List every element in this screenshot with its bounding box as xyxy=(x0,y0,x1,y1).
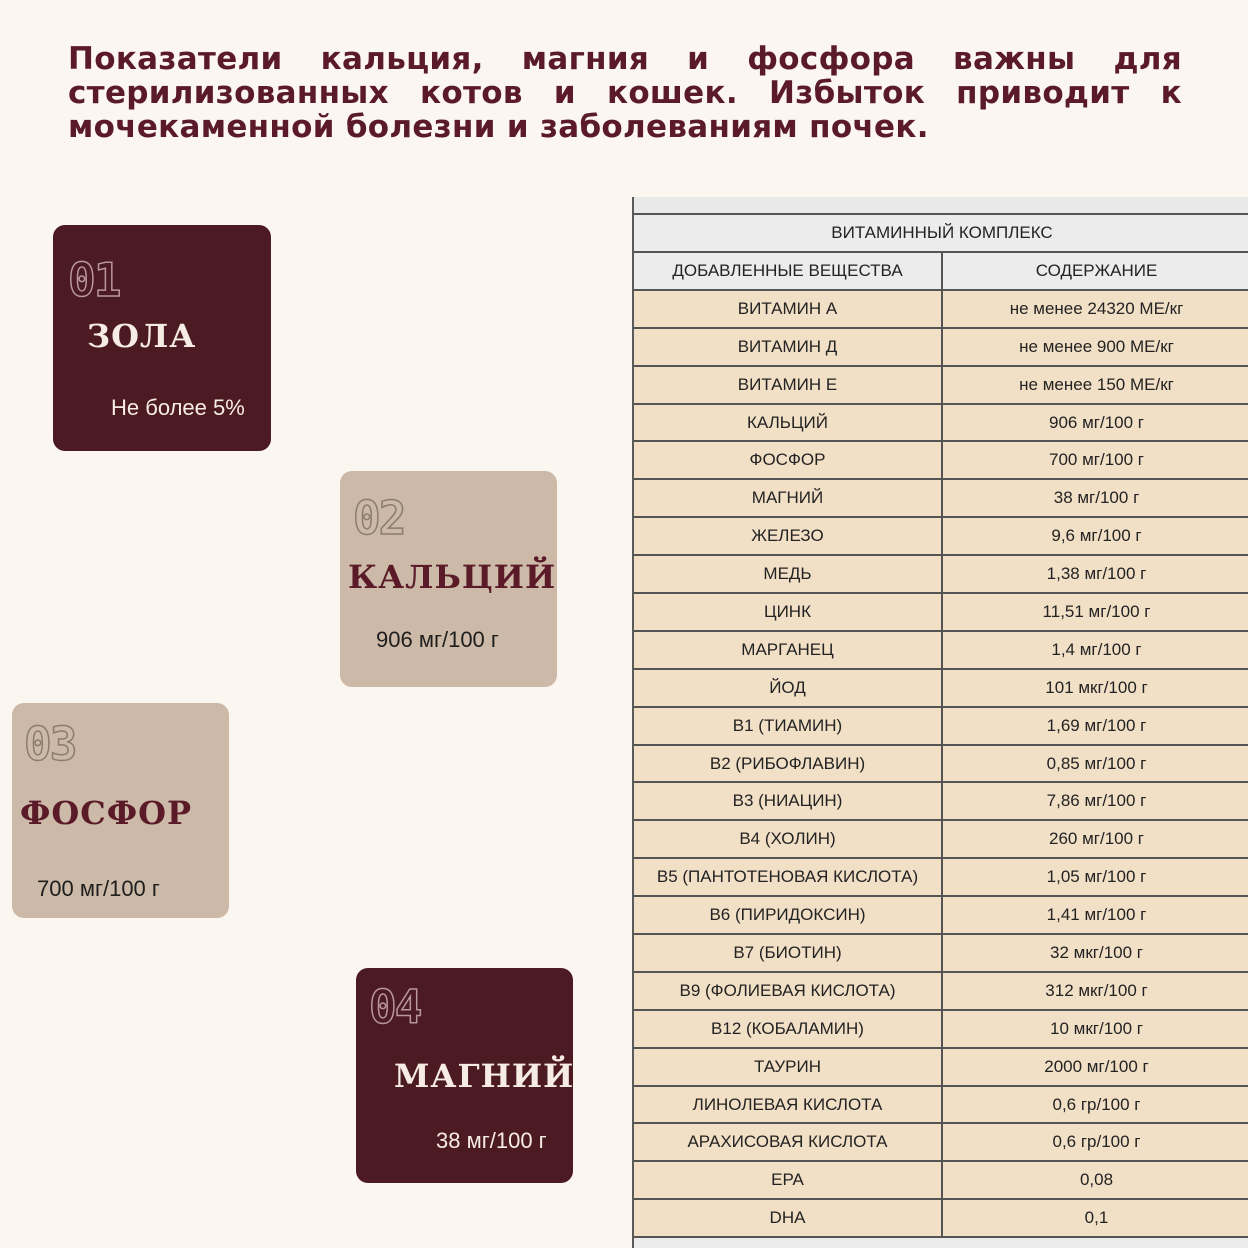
content-cell: 2000 мг/100 г xyxy=(942,1048,1248,1086)
substance-cell: ВИТАМИН Д xyxy=(634,328,942,366)
table-row xyxy=(634,631,1248,669)
content-cell: 0,08 xyxy=(942,1161,1248,1199)
substance-cell: АРАХИСОВАЯ КИСЛОТА xyxy=(634,1123,942,1161)
substance-cell: КАЛЬЦИЙ xyxy=(634,404,942,442)
card-calcium xyxy=(340,471,557,687)
table-row xyxy=(634,404,1248,442)
content-cell: не менее 24320 МЕ/кг xyxy=(942,290,1248,328)
substance-cell: ТАУРИН xyxy=(634,1048,942,1086)
content-cell: 1,69 мг/100 г xyxy=(942,707,1248,745)
content-cell: не менее 900 МЕ/кг xyxy=(942,328,1248,366)
table-row xyxy=(634,972,1248,1010)
table-top-bar xyxy=(634,197,1248,215)
card-title: КАЛЬЦИЙ xyxy=(348,558,557,596)
table-row xyxy=(634,858,1248,896)
substance-cell: В6 (ПИРИДОКСИН) xyxy=(634,896,942,934)
substance-cell: ВИТАМИН Е xyxy=(634,366,942,404)
content-cell: 101 мкг/100 г xyxy=(942,669,1248,707)
substance-cell: DHA xyxy=(634,1199,942,1237)
card-value: 700 мг/100 г xyxy=(37,876,160,901)
table-row xyxy=(634,669,1248,707)
column-header-content: СОДЕРЖАНИЕ xyxy=(942,252,1248,290)
card-value: 38 мг/100 г xyxy=(436,1128,547,1153)
content-cell: 0,6 гр/100 г xyxy=(942,1123,1248,1161)
substance-cell: В7 (БИОТИН) xyxy=(634,934,942,972)
card-number: 03 xyxy=(24,717,76,771)
substance-cell: МАРГАНЕЦ xyxy=(634,631,942,669)
content-cell: 9,6 мг/100 г xyxy=(942,517,1248,555)
table-row xyxy=(634,328,1248,366)
content-cell: 260 мг/100 г xyxy=(942,820,1248,858)
substance-cell: ЖЕЛЕЗО xyxy=(634,517,942,555)
table-row xyxy=(634,366,1248,404)
substance-cell: ЦИНК xyxy=(634,593,942,631)
substance-cell: ЙОД xyxy=(634,669,942,707)
table-row xyxy=(634,479,1248,517)
content-cell: 1,38 мг/100 г xyxy=(942,555,1248,593)
table-row xyxy=(634,934,1248,972)
content-cell: 1,05 мг/100 г xyxy=(942,858,1248,896)
content-cell: 38 мг/100 г xyxy=(942,479,1248,517)
table-row xyxy=(634,1048,1248,1086)
content-cell: 11,51 мг/100 г xyxy=(942,593,1248,631)
card-zola xyxy=(53,225,271,451)
content-cell: 700 мг/100 г xyxy=(942,441,1248,479)
table-row xyxy=(634,745,1248,783)
table-row xyxy=(634,555,1248,593)
substance-cell: МЕДЬ xyxy=(634,555,942,593)
substance-cell: В9 (ФОЛИЕВАЯ КИСЛОТА) xyxy=(634,972,942,1010)
substance-cell: ЛИНОЛЕВАЯ КИСЛОТА xyxy=(634,1086,942,1124)
content-cell: 10 мкг/100 г xyxy=(942,1010,1248,1048)
substance-cell: В3 (НИАЦИН) xyxy=(634,782,942,820)
content-cell: 0,85 мг/100 г xyxy=(942,745,1248,783)
vitamin-table-container xyxy=(632,197,1248,1248)
table-body xyxy=(634,290,1248,1237)
substance-cell: В4 (ХОЛИН) xyxy=(634,820,942,858)
table-caption: ВИТАМИННЫЙ КОМПЛЕКС xyxy=(634,215,1248,252)
table-row xyxy=(634,517,1248,555)
card-value: 906 мг/100 г xyxy=(376,627,499,652)
substance-cell: В1 (ТИАМИН) xyxy=(634,707,942,745)
column-header-substance: ДОБАВЛЕННЫЕ ВЕЩЕСТВА xyxy=(634,252,942,290)
content-cell: 1,4 мг/100 г xyxy=(942,631,1248,669)
content-cell: 0,6 гр/100 г xyxy=(942,1086,1248,1124)
card-magnesium xyxy=(356,968,573,1183)
table-row xyxy=(634,593,1248,631)
substance-cell: В2 (РИБОФЛАВИН) xyxy=(634,745,942,783)
card-number: 02 xyxy=(353,491,405,545)
headline: Показатели кальция, магния и фосфора важны для стерилизованных котов и кошек. Избыток приводит к мочекаменной болезни и заболеваниям почек. xyxy=(68,41,1182,145)
table-row xyxy=(634,290,1248,328)
card-title: МАГНИЙ xyxy=(394,1057,575,1095)
card-value: Не более 5% xyxy=(111,395,245,420)
substance-cell: ФОСФОР xyxy=(634,441,942,479)
table-row xyxy=(634,1161,1248,1199)
content-cell: 906 мг/100 г xyxy=(942,404,1248,442)
content-cell: не менее 150 МЕ/кг xyxy=(942,366,1248,404)
card-title: ФОСФОР xyxy=(20,794,192,832)
card-phosphorus xyxy=(12,703,229,918)
table-row xyxy=(634,820,1248,858)
table-row xyxy=(634,1199,1248,1237)
content-cell: 0,1 xyxy=(942,1199,1248,1237)
substance-cell: В12 (КОБАЛАМИН) xyxy=(634,1010,942,1048)
content-cell: 32 мкг/100 г xyxy=(942,934,1248,972)
content-cell: 1,41 мг/100 г xyxy=(942,896,1248,934)
table-row xyxy=(634,896,1248,934)
substance-cell: МАГНИЙ xyxy=(634,479,942,517)
card-number: 04 xyxy=(369,980,421,1034)
table-row xyxy=(634,1123,1248,1161)
table-row xyxy=(634,441,1248,479)
substance-cell: В5 (ПАНТОТЕНОВАЯ КИСЛОТА) xyxy=(634,858,942,896)
content-cell: 312 мкг/100 г xyxy=(942,972,1248,1010)
table-row xyxy=(634,782,1248,820)
table-row xyxy=(634,1086,1248,1124)
content-cell: 7,86 мг/100 г xyxy=(942,782,1248,820)
substance-cell: ВИТАМИН А xyxy=(634,290,942,328)
card-title: ЗОЛА xyxy=(87,317,197,355)
vitamin-table xyxy=(634,215,1248,1238)
card-number: 01 xyxy=(68,253,120,307)
table-row xyxy=(634,707,1248,745)
table-row xyxy=(634,1010,1248,1048)
substance-cell: EPA xyxy=(634,1161,942,1199)
